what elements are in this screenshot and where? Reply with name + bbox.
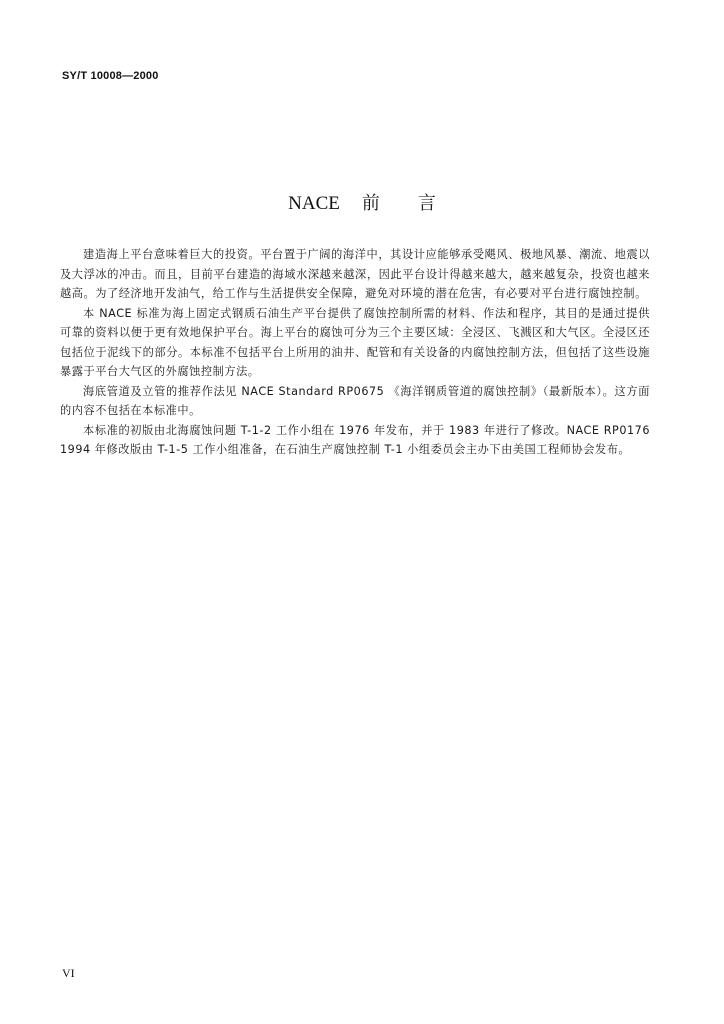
title-text: 前言	[361, 193, 474, 214]
page-title	[0, 191, 724, 216]
page-number: VI	[62, 966, 75, 980]
foreword-body	[60, 245, 650, 460]
paragraph-4: 本标准的初版由北海腐蚀问题 T-1-2 工作小组在 1976 年发布，并于 1983 年进行了修改。NACE RP0176 1994 年修改版由 T-1-5 工作小组准备，在石油生产腐蚀控制 T-1 小组委员会主办下由美国工程师协会发布。	[60, 423, 650, 456]
paragraph-3: 海底管道及立管的推荐作法见 NACE Standard RP0675 《海洋钢质管道的腐蚀控制》（最新版本）。这方面的内容不包括在本标准中。	[60, 384, 650, 417]
paragraph-1: 建造海上平台意味着巨大的投资。平台置于广阔的海洋中，其设计应能够承受飓风、极地风暴、潮流、地震以及大浮冰的冲击。而且，目前平台建造的海域水深越来越深，因此平台设计得越来越大，越来越复杂，投资也越来越高。为了经济地开发油气，给工作与生活提供安全保障，避免对环境的潜在危害，有必要对平台进行腐蚀控制。	[60, 248, 650, 300]
paragraph-2: 本 NACE 标准为海上固定式钢质石油生产平台提供了腐蚀控制所需的材料、作法和程序，其目的是通过提供可靠的资料以便于更有效地保护平台。海上平台的腐蚀可分为三个主要区域：全浸区、飞溅区和大气区。全浸区还包括位于泥线下的部分。本标准不包括平台上所用的油井、配管和有关设备的内腐蚀控制方法，但包括了这些设施暴露于平台大气区的外腐蚀控制方法。	[60, 306, 650, 378]
standard-code-header: SY/T 10008—2000	[62, 70, 159, 82]
title-prefix: NACE	[288, 193, 340, 214]
